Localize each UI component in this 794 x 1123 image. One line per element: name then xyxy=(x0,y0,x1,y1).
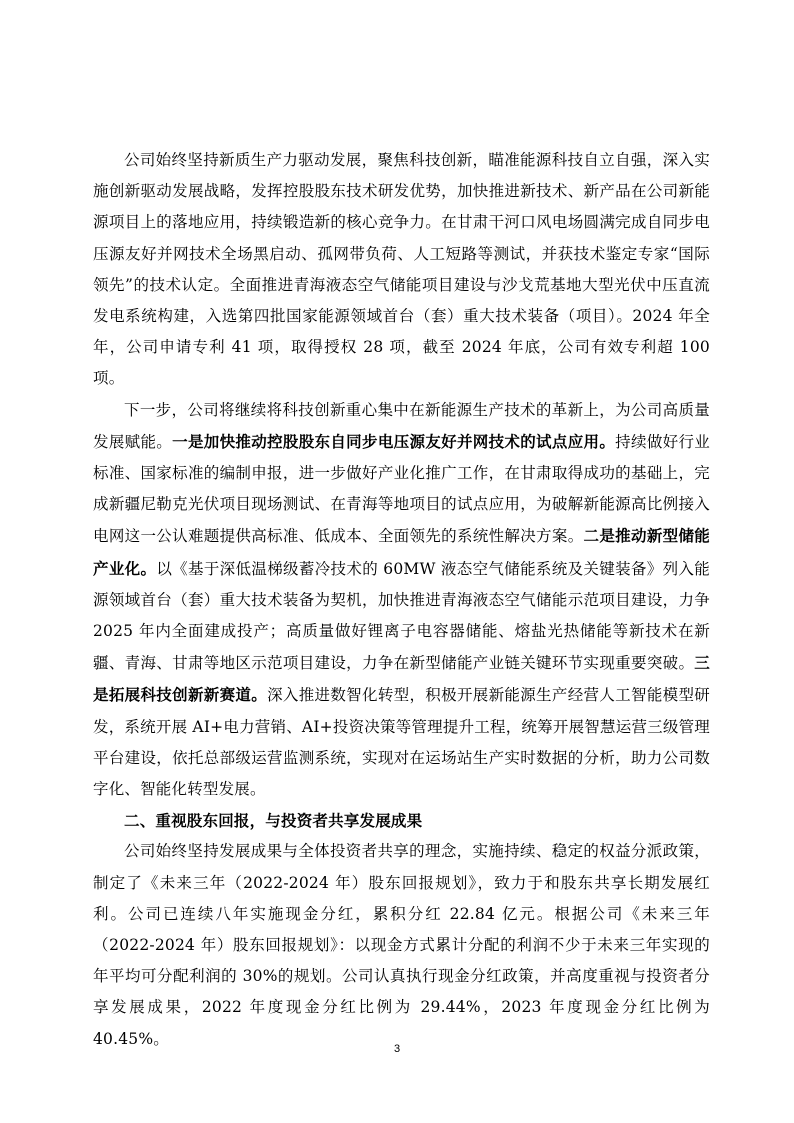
text-segment: 公司始终坚持新质生产力驱动发展，聚焦科技创新，瞄准能源科技自立自强，深入实施创新驱动发展战略，发挥控股股东技术研发优势，加快推进新技术、新产品在公司新能源项目上的落地应用，持续锻造新的核心竞争力。在甘肃干河口风电场圆满完成自同步电压源友好并网技术全场黑启动、孤网带负荷、人工短路等测试，并获技术鉴定专家“国际领先”的技术认定。全面推进青海液态空气储能项目建设与沙戈荒基地大型光伏中压直流发电系统构建，入选第四批国家能源领域首台（套）重大技术装备（项目）。2024 年全年，公司申请专利 41 项，取得授权 28 项，截至 2024 年底，公司有效专利超 100 项。 xyxy=(93,151,710,388)
text-segment: 公司始终坚持发展成果与全体投资者共享的理念，实施持续、稳定的权益分派政策，制定了《未来三年（2022-2024 年）股东回报规划》，致力于和股东共享长期发展红利。公司已连续八年实施现金分红，累积分红 22.84 亿元。根据公司《未来三年（2022-2024 年）股东回报规划》：以现金方式累计分配的利润不少于未来三年实现的年平均可分配利润的 30%的规划。公司认真执行现金分红政策，并高度重视与投资者分享发展成果，2022 年度现金分红比例为 29.44%，2023 年度现金分红比例为 40.45%。 xyxy=(93,842,710,1048)
document-body xyxy=(93,145,710,1055)
paragraph-next-steps xyxy=(93,395,710,806)
bold-point-one: 一是加快推动控股股东自同步电压源友好并网技术的试点应用。 xyxy=(172,431,616,451)
bold-point-three: 三是拓展科技创新新赛道。 xyxy=(93,653,710,705)
text-segment: 以《基于深低温梯级蓄冷技术的 60MW 液态空气储能系统及关键装备》列入能源领域首台（套）重大技术装备为契机，加快推进青海液态空气储能示范项目建设，力争 2025 年内全面建成投产；高质量做好锂离子电容器储能、熔盐光热储能等新技术在新疆、青海、甘肃等地区示范项目建设，力争在新型储能产业链关键环节实现重要突破。 xyxy=(93,559,710,673)
page-number: 3 xyxy=(393,1043,401,1055)
text-segment: 持续做好行业标准、国家标准的编制申报，进一步做好产业化推广工作，在甘肃取得成功的基础上，完成新疆尼勒克光伏项目现场测试、在青海等地项目的试点应用，为破解新能源高比例接入电网这一公认难题提供高标准、低成本、全面领先的系统性解决方案。 xyxy=(93,432,710,546)
text-segment: 下一步，公司将继续将科技创新重心集中在新能源生产技术的革新上，为公司高质量发展赋能。 xyxy=(93,400,710,451)
text-segment: 深入推进数智化转型，积极开展新能源生产经营人工智能模型研发，系统开展 AI+电力营销、AI+投资决策等管理提升工程，统筹开展智慧运营三级管理平台建设，依托总部级运营监测系统，实现对在运场站生产实时数据的分析，助力公司数字化、智能化转型发展。 xyxy=(93,686,710,799)
paragraph-shareholder-returns xyxy=(93,836,710,1054)
bold-point-two: 二是推动新型储能产业化。 xyxy=(93,526,710,578)
section-heading: 二、重视股东回报，与投资者共享发展成果 xyxy=(124,811,423,831)
paragraph-tech-innovation xyxy=(93,145,710,395)
